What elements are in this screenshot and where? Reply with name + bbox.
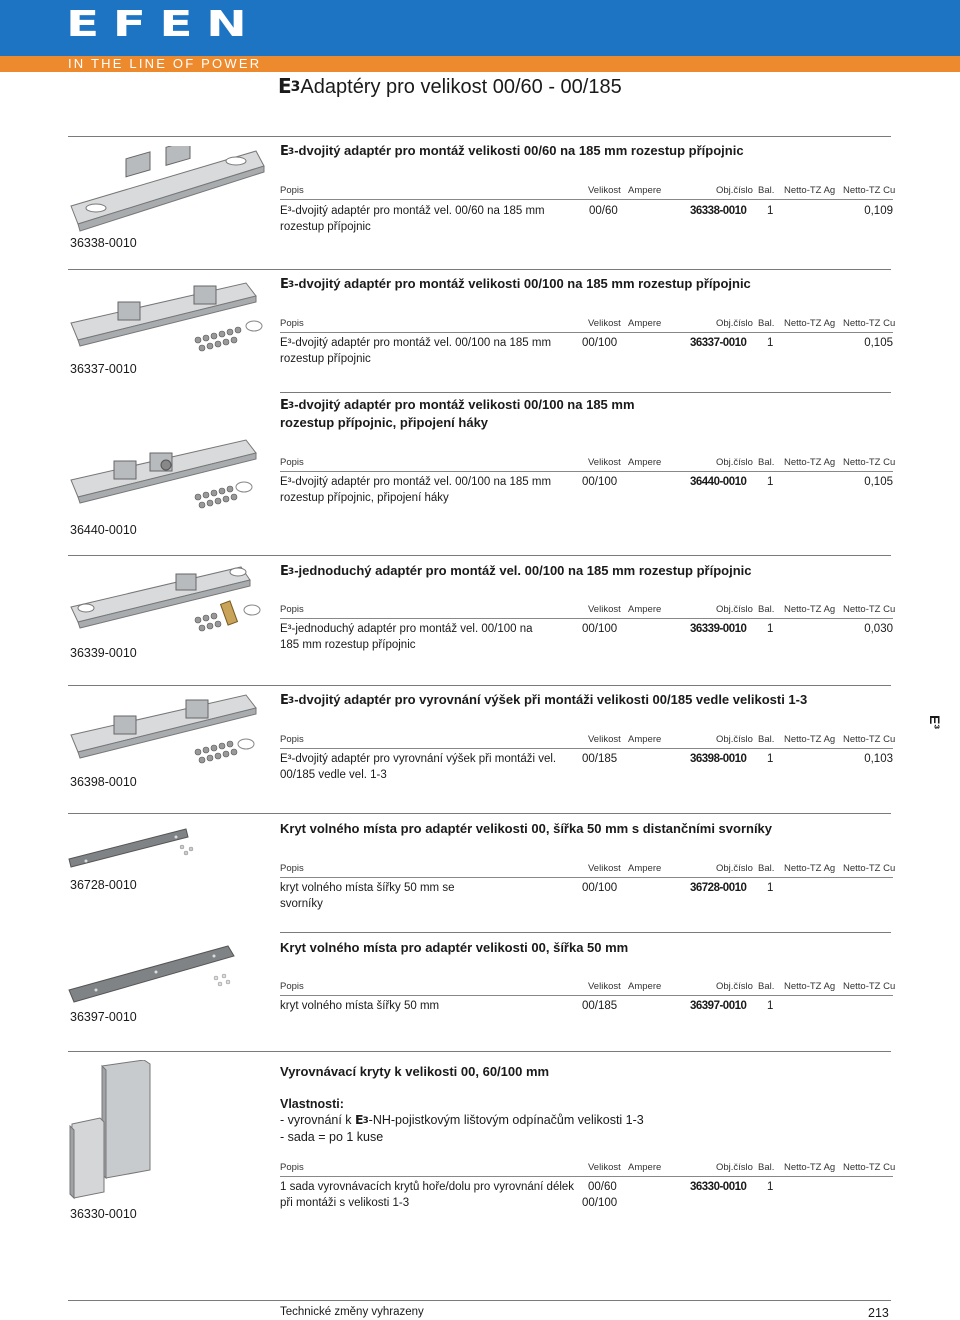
section-title: Kryt volného místa pro adaptér velikosti 00, šířka 50 mm s distančními svorníky: [280, 821, 773, 836]
section-divider: [280, 932, 891, 933]
product-sku: 36337-0010: [70, 362, 137, 376]
leveling-cover-image: [66, 1060, 166, 1200]
adapter-image: [66, 435, 266, 515]
e3-mark: $E^3$: [280, 277, 295, 292]
properties-item: - vyrovnání k $E^3-NH$-pojistkovým lištovým odpínačům velikosti 1-3: [280, 1112, 644, 1127]
table-row: E³-dvojitý adaptér pro montáž vel. 00/100 na 185 mm rozestup přípojnic, připojení háky 00/100 36440-0010 1 0,105: [280, 476, 893, 504]
table-row: E³-dvojitý adaptér pro montáž vel. 00/60 na 185 mm rozestup přípojnic 00/60 36338-0010 1 0,109: [280, 205, 893, 233]
page-title: [278, 72, 622, 102]
side-tab-e3: E³: [927, 715, 943, 729]
table-header: Popis Velikost Ampere Obj.číslo Bal. Netto-TZ Ag Netto-TZ Cu: [280, 863, 893, 878]
section-title: $E^3$-dvojitý adaptér pro montáž velikosti 00/100 na 185 mm rozestup přípojnic, připojení háky: [280, 397, 635, 430]
adapter-image: [66, 690, 266, 770]
section-title: $E^3$-dvojitý adaptér pro montáž velikosti 00/60 na 185 mm rozestup přípojnic: [280, 143, 744, 159]
table-header: Popis Velikost Ampere Obj.číslo Bal. Netto-TZ Ag Netto-TZ Cu: [280, 1162, 893, 1177]
table-header: Popis Velikost Ampere Obj.číslo Bal. Netto-TZ Ag Netto-TZ Cu: [280, 734, 893, 749]
page-title-text: Adaptéry pro velikost 00/60 - 00/185: [300, 76, 622, 98]
product-sku: 36338-0010: [70, 236, 137, 250]
section-title: $E^3$-dvojitý adaptér pro vyrovnání výšek při montáži velikosti 00/185 vedle velikosti 1-3: [280, 692, 808, 708]
section-title: $E^3$-dvojitý adaptér pro montáž velikosti 00/100 na 185 mm rozestup přípojnic: [280, 276, 751, 292]
properties-title: Vlastnosti:: [280, 1097, 344, 1111]
page-number: 213: [868, 1306, 889, 1320]
product-sku: 36398-0010: [70, 775, 137, 789]
footer-note: Technické změny vyhrazeny: [280, 1306, 424, 1318]
efen-logo: [66, 3, 261, 45]
e3-mark: $E^3$: [278, 73, 301, 98]
product-sku: 36440-0010: [70, 523, 137, 537]
table-row: 1 sada vyrovnávacích krytů hoře/dolu pro vyrovnání délek při montáži s velikosti 1-3 00/60 00/100 36330-0010 1: [280, 1181, 774, 1209]
e3-mark: $E^3$: [355, 1112, 369, 1127]
e3-mark: $E^3$: [280, 693, 295, 708]
table-row: E³-dvojitý adaptér pro montáž vel. 00/100 na 185 mm rozestup přípojnic 00/100 36337-0010 1 0,105: [280, 337, 893, 365]
logo-wordmark: EFEN: [66, 3, 261, 45]
table-header: Popis Velikost Ampere Obj.číslo Bal. Netto-TZ Ag Netto-TZ Cu: [280, 185, 893, 200]
section-divider: [68, 685, 891, 686]
cover-plate-image: [66, 940, 266, 1010]
table-row: kryt volného místa šířky 50 mm se svorníky 00/100 36728-0010 1: [280, 882, 774, 910]
page-header: [0, 0, 960, 72]
tagline: IN THE LINE OF POWER: [68, 56, 262, 71]
table-header: Popis Velikost Ampere Obj.číslo Bal. Netto-TZ Ag Netto-TZ Cu: [280, 457, 893, 472]
table-header: Popis Velikost Ampere Obj.číslo Bal. Netto-TZ Ag Netto-TZ Cu: [280, 318, 893, 333]
product-sku: 36397-0010: [70, 1010, 137, 1024]
table-header: Popis Velikost Ampere Obj.číslo Bal. Netto-TZ Ag Netto-TZ Cu: [280, 981, 893, 996]
footer-divider: [68, 1300, 891, 1301]
properties-block: [280, 1097, 644, 1145]
section-divider: [68, 269, 891, 270]
section-divider: [280, 392, 891, 393]
section-divider: [68, 136, 891, 137]
product-sku: 36330-0010: [70, 1207, 137, 1221]
table-header: Popis Velikost Ampere Obj.číslo Bal. Netto-TZ Ag Netto-TZ Cu: [280, 604, 893, 619]
section-title: Kryt volného místa pro adaptér velikosti 00, šířka 50 mm: [280, 940, 629, 955]
e3-mark: $E^3$: [280, 144, 295, 159]
properties-item: - sada = po 1 kuse: [280, 1130, 384, 1144]
e3-mark: $E^3$: [280, 564, 295, 579]
product-sku: 36339-0010: [70, 646, 137, 660]
adapter-image: [66, 562, 266, 642]
section-divider: [68, 1051, 891, 1052]
section-title: Vyrovnávací kryty k velikosti 00, 60/100 mm: [280, 1064, 550, 1079]
section-divider: [68, 555, 891, 556]
section-divider: [68, 813, 891, 814]
section-title: $E^3$-jednoduchý adaptér pro montáž vel. 00/100 na 185 mm rozestup přípojnic: [280, 563, 752, 579]
table-row: E³-dvojitý adaptér pro vyrovnání výšek při montáži vel. 00/185 vedle vel. 1-3 00/185 36398-0010 1 0,103: [280, 753, 893, 781]
e3-mark: $E^3$: [280, 398, 295, 413]
adapter-image: [66, 278, 266, 358]
cover-plate-image: [66, 825, 266, 875]
table-row: E³-jednoduchý adaptér pro montáž vel. 00/100 na 185 mm rozestup přípojnic 00/100 36339-0010 1 0,030: [280, 623, 893, 651]
table-row: kryt volného místa šířky 50 mm 00/185 36397-0010 1: [280, 1000, 774, 1012]
adapter-image: [66, 146, 266, 236]
product-sku: 36728-0010: [70, 878, 137, 892]
